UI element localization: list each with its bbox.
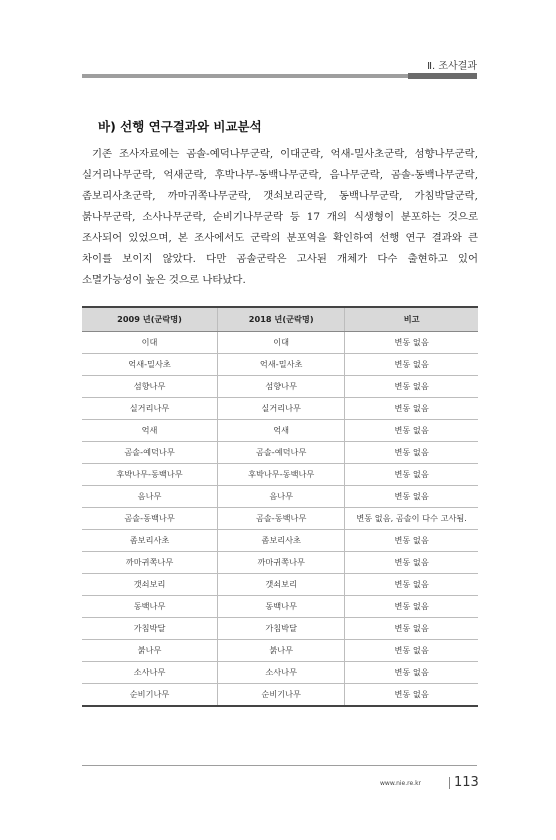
cell-2018: 붉나무 — [218, 640, 345, 662]
table-row — [82, 684, 478, 707]
cell-remarks: 변동 없음 — [345, 354, 478, 376]
table-row — [82, 596, 478, 618]
cell-remarks: 변동 없음 — [345, 574, 478, 596]
cell-2018: 곰솔-동백나무 — [218, 508, 345, 530]
cell-2009: 좀보리사초 — [82, 530, 218, 552]
table-row — [82, 618, 478, 640]
cell-remarks: 변동 없음, 곰솔이 다수 고사됨. — [345, 508, 478, 530]
table-row — [82, 376, 478, 398]
cell-2009: 소사나무 — [82, 662, 218, 684]
cell-remarks: 변동 없음 — [345, 464, 478, 486]
cell-remarks: 변동 없음 — [345, 552, 478, 574]
footer-rule — [82, 765, 477, 766]
table-row — [82, 530, 478, 552]
cell-2018: 음나무 — [218, 486, 345, 508]
cell-2018: 후박나무-동백나무 — [218, 464, 345, 486]
cell-2018: 이대 — [218, 332, 345, 354]
cell-2018: 소사나무 — [218, 662, 345, 684]
column-header-2018: 2018 년(군락명) — [218, 307, 345, 332]
table-row — [82, 640, 478, 662]
cell-remarks: 변동 없음 — [345, 398, 478, 420]
table-row — [82, 332, 478, 354]
cell-2009: 이대 — [82, 332, 218, 354]
cell-2009: 후박나무-동백나무 — [82, 464, 218, 486]
cell-2009: 순비기나무 — [82, 684, 218, 707]
table-row — [82, 398, 478, 420]
table-row — [82, 552, 478, 574]
cell-2018: 섬향나무 — [218, 376, 345, 398]
table-row — [82, 420, 478, 442]
cell-2009: 곰솔-동백나무 — [82, 508, 218, 530]
cell-remarks: 변동 없음 — [345, 596, 478, 618]
cell-2009: 가침박달 — [82, 618, 218, 640]
cell-remarks: 변동 없음 — [345, 332, 478, 354]
footer-separator — [449, 777, 450, 789]
cell-2009: 억새 — [82, 420, 218, 442]
cell-2018: 억새-밀사초 — [218, 354, 345, 376]
cell-2018: 좀보리사초 — [218, 530, 345, 552]
cell-2018: 억새 — [218, 420, 345, 442]
cell-2009: 섬향나무 — [82, 376, 218, 398]
cell-remarks: 변동 없음 — [345, 486, 478, 508]
cell-2009: 억새-밀사초 — [82, 354, 218, 376]
cell-remarks: 변동 없음 — [345, 662, 478, 684]
cell-2009: 붉나무 — [82, 640, 218, 662]
page-number: 113 — [454, 775, 479, 790]
cell-2009: 곰솔-예덕나무 — [82, 442, 218, 464]
cell-remarks: 변동 없음 — [345, 684, 478, 707]
cell-remarks: 변동 없음 — [345, 376, 478, 398]
cell-remarks: 변동 없음 — [345, 530, 478, 552]
section-title: 바) 선행 연구결과와 비교분석 — [98, 119, 262, 134]
cell-2018: 가침박달 — [218, 618, 345, 640]
column-header-2009: 2009 년(군락명) — [82, 307, 218, 332]
table-row — [82, 508, 478, 530]
chapter-label: Ⅱ. 조사결과 — [427, 61, 477, 72]
cell-2018: 실거리나무 — [218, 398, 345, 420]
footer-url: www.nie.re.kr — [380, 780, 422, 787]
cell-2009: 동백나무 — [82, 596, 218, 618]
table-row — [82, 464, 478, 486]
comparison-table — [82, 306, 478, 707]
cell-remarks: 변동 없음 — [345, 420, 478, 442]
cell-2018: 곰솔-예덕나무 — [218, 442, 345, 464]
cell-2018: 까마귀쪽나무 — [218, 552, 345, 574]
cell-2018: 순비기나무 — [218, 684, 345, 707]
cell-2009: 음나무 — [82, 486, 218, 508]
table-row — [82, 442, 478, 464]
table-row — [82, 574, 478, 596]
cell-remarks: 변동 없음 — [345, 640, 478, 662]
cell-2018: 갯쇠보리 — [218, 574, 345, 596]
cell-2009: 실거리나무 — [82, 398, 218, 420]
table-header-row — [82, 307, 478, 332]
table-body — [82, 332, 478, 707]
body-paragraph: 기존 조사자료에는 곰솔-예덕나무군락, 이대군락, 억새-밀사초군락, 섬향나무군락, 실거리나무군락, 억새군락, 후박나무-동백나무군락, 음나무군락, 곰솔-동백나무군락, 좀보리사초군락, 까마귀쪽나무군락, 갯쇠보리군락, 동백나무군락, 가침박달군락, 붉나무군락, 소사나무군락, 순비기나무군락 등 17 개의 식생형이 분포하는 것으로 조사되어 있었으며, 본 조사에서도 군락의 분포역을 확인하여 선행 연구 결과와 큰 차이를 보이지 않았다. 다만 곰솔군락은 고사된 개체가 다수 출현하고 있어 소멸가능성이 높은 것으로 나타났다. — [82, 148, 478, 286]
cell-2009: 까마귀쪽나무 — [82, 552, 218, 574]
table-row — [82, 662, 478, 684]
header-rule-accent — [408, 73, 477, 79]
cell-2009: 갯쇠보리 — [82, 574, 218, 596]
cell-remarks: 변동 없음 — [345, 618, 478, 640]
cell-2018: 동백나무 — [218, 596, 345, 618]
cell-remarks: 변동 없음 — [345, 442, 478, 464]
table-row — [82, 354, 478, 376]
table-row — [82, 486, 478, 508]
column-header-remarks: 비고 — [345, 307, 478, 332]
